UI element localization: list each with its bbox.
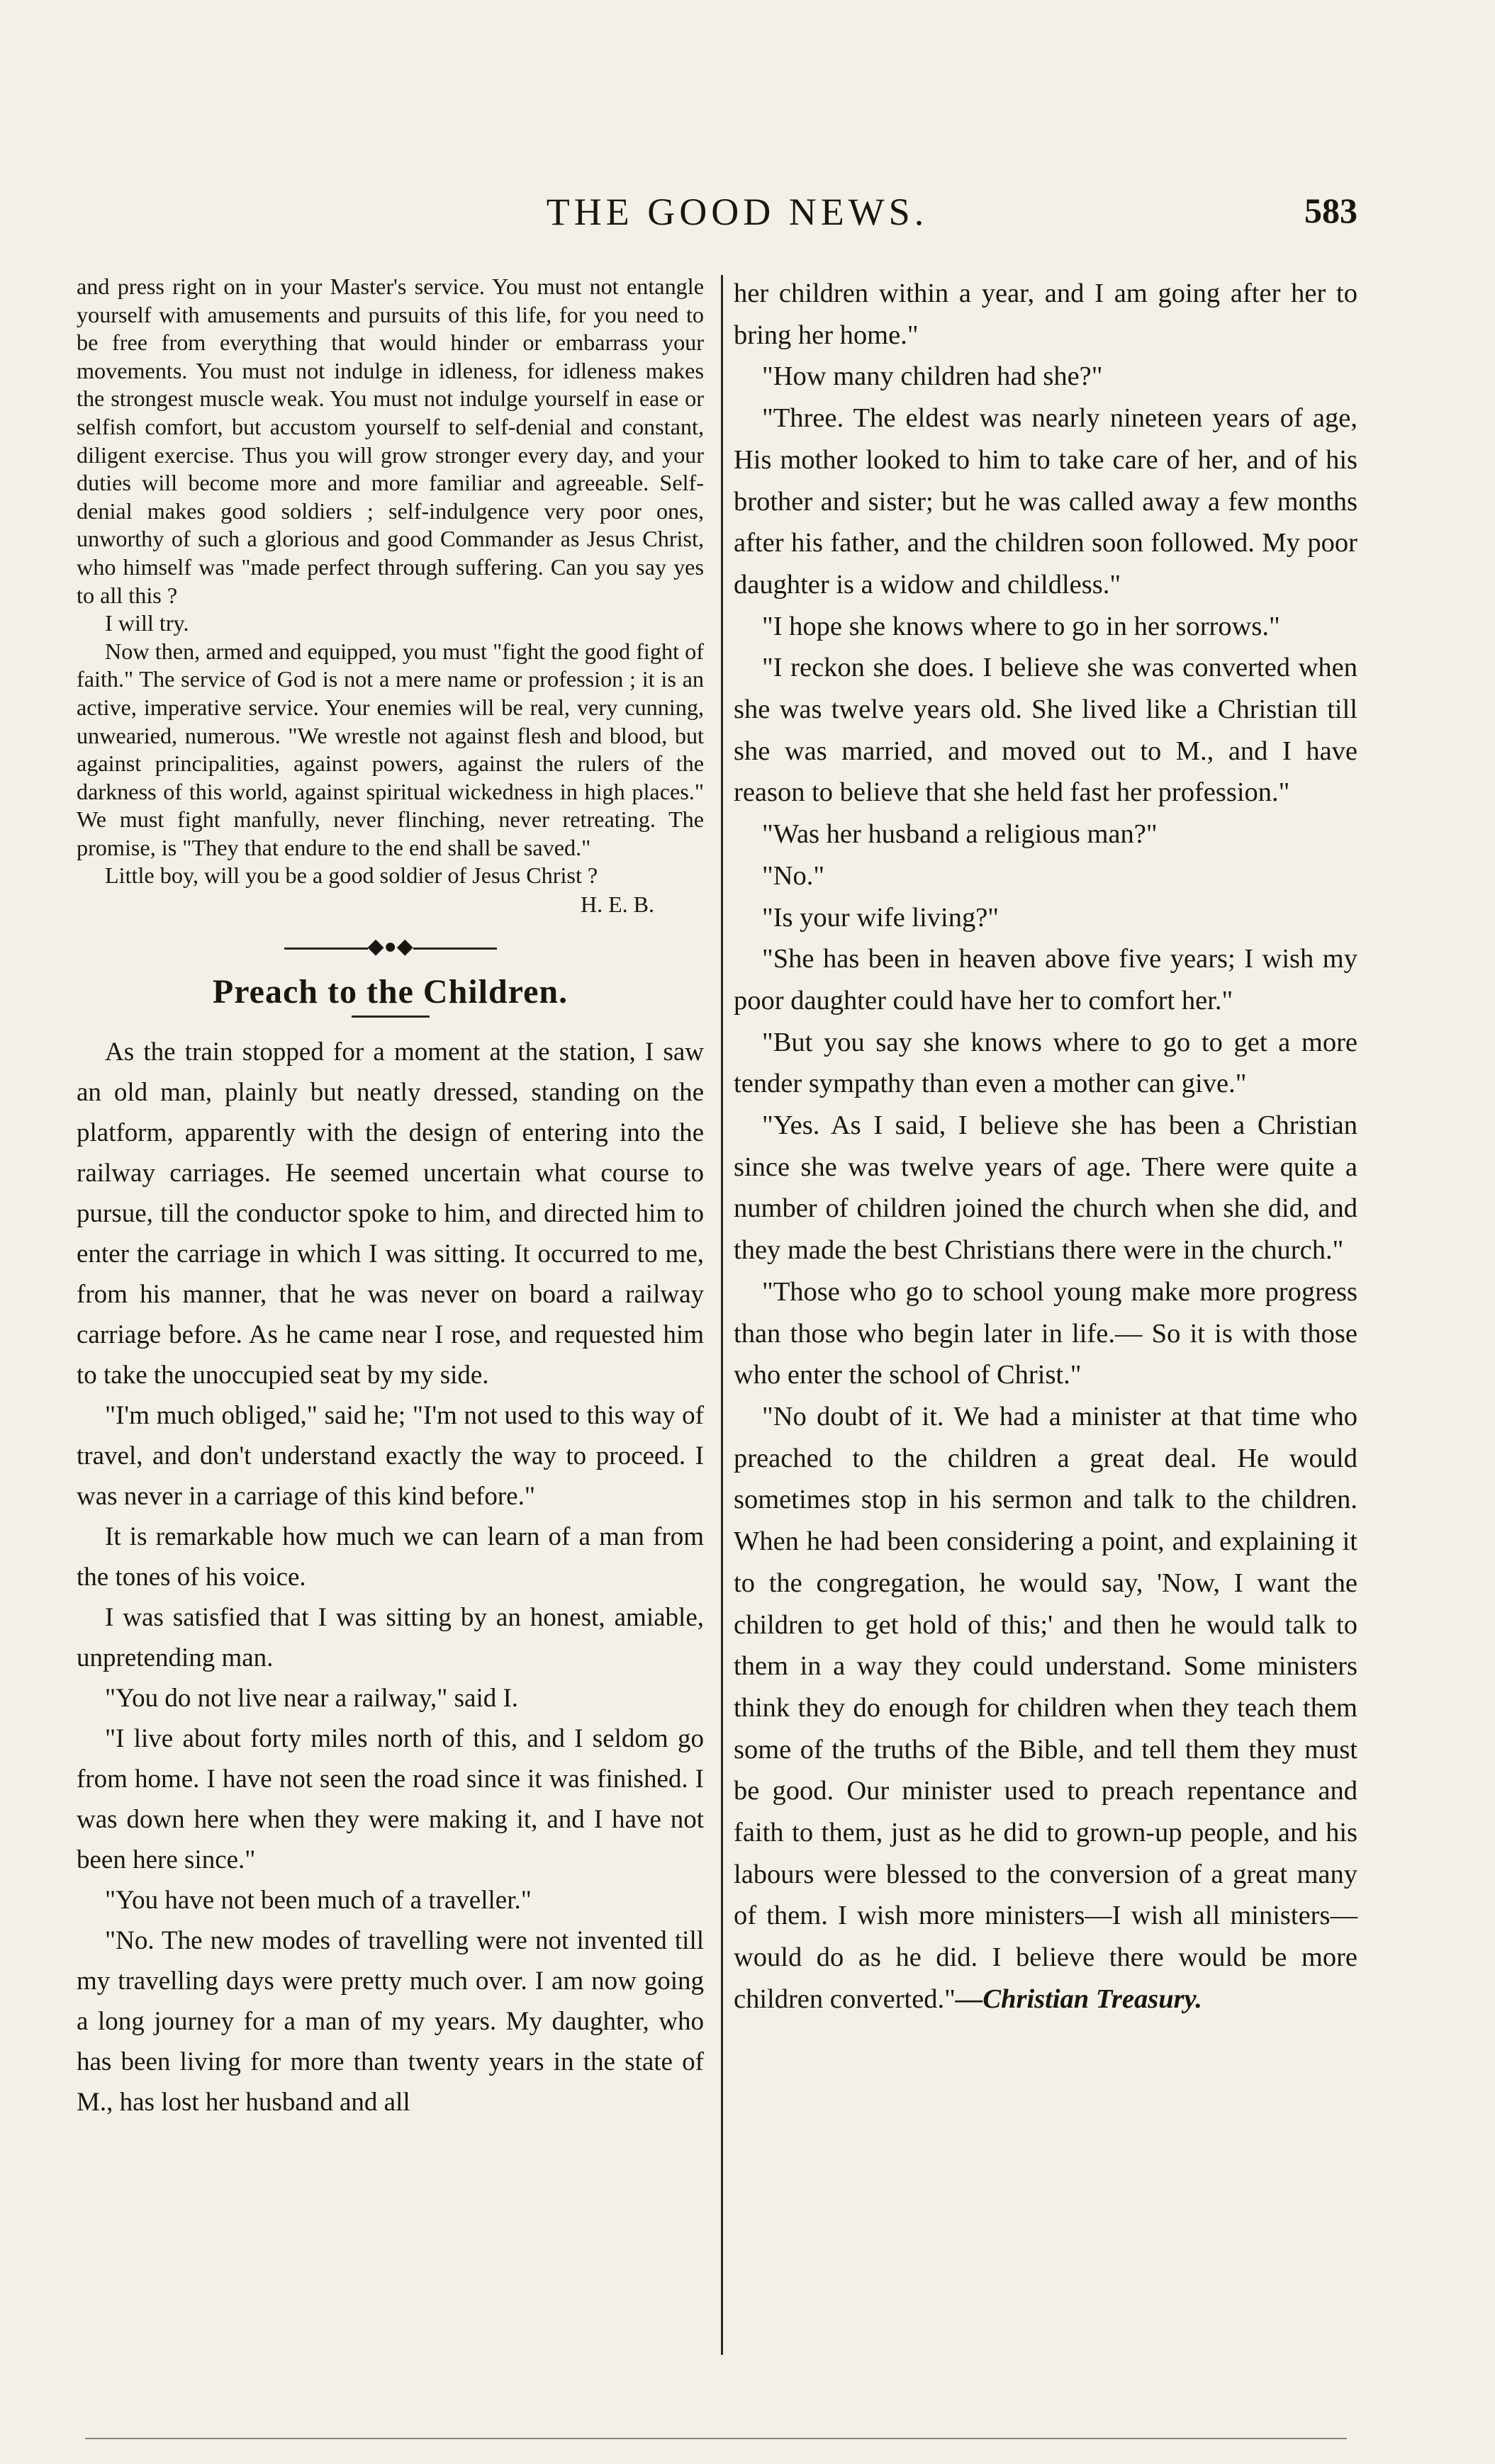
- paragraph: "You do not live near a railway," said I.: [105, 1684, 519, 1714]
- right-column: [734, 273, 1357, 2020]
- running-head: [0, 190, 1495, 240]
- ornament-rule-left: [284, 947, 368, 950]
- paragraph: As the train stopped for a moment at the station, I saw an old man, plainly but neatly dressed, standing on the platform, apparently with the design of entering into the railway carriages. He seemed uncertain what course to pursue, till the conductor spoke to him, and directed him to enter the carriage in which I was sitting. It occurred to me, from his manner, that he was never on board a railway carriage before. As he came near I rose, and requested him to take the unoccupied seat by my side.: [77, 1037, 704, 1390]
- paragraph: It is remarkable how much we can learn of a man from the tones of his voice.: [77, 1522, 704, 1592]
- footer-rule: [85, 2438, 1347, 2439]
- paragraph: "No.": [762, 860, 825, 891]
- paragraph: her children within a year, and I am going after her to bring her home.": [734, 279, 1357, 350]
- paragraph: "How many children had she?": [762, 361, 1103, 392]
- paragraph: Now then, armed and equipped, you must "fight the good fight of faith." The service of God is not a mere name or profession ; it is an active, imperative service. Your enemies will be real, very cunning, unwearied, numerous. "We wrestle not against flesh and blood, but against principalities, against powers, against the rulers of the darkness of this world, against spiritual wickedness in high places." We must fight manfully, never flinching, never retreating. The promise, is "They that endure to the end shall be saved.": [77, 638, 704, 860]
- source-credit: —Christian Treasury.: [955, 1984, 1202, 2014]
- section-ornament: [284, 935, 497, 959]
- paragraph: "Was her husband a religious man?": [762, 819, 1158, 850]
- article-title: Preach to the Children.: [212, 973, 569, 1011]
- paragraph: and press right on in your Master's service. You must not entangle yourself with amusements and pursuits of this life, for you need to be free from everything that would hinder or embarrass your movements. You must not indulge in idleness, for idleness makes the strongest muscle weak. You must not indulge yourself in ease or selfish comfort, but accustom yourself to self-denial and constant, diligent exercise. Thus you will grow stronger every day, and your duties will become more and more familiar and agreeable. Self-denial makes good soldiers ; self-indulgence very poor ones, unworthy of such a glorious and good Commander as Jesus Christ, who himself was "made perfect through suffering. Can you say yes to all this ?: [77, 274, 704, 608]
- paragraph-with-credit: [734, 1396, 1357, 2020]
- paragraph: "You have not been much of a traveller.": [105, 1886, 532, 1915]
- paragraph: "But you say she knows where to go to get a more tender sympathy than even a mother can give.": [734, 1027, 1357, 1099]
- paragraph: "I'm much obliged," said he; "I'm not used to this way of travel, and don't understand exactly the way to proceed. I was never in a carriage of this kind before.": [77, 1401, 704, 1512]
- paragraph: "I reckon she does. I believe she was converted when she was twelve years old. She lived like a Christian till she was married, and moved out to M., and I have reason to believe that she held fast her profession.": [734, 653, 1357, 808]
- page-number: 583: [1304, 191, 1357, 230]
- paragraph: "Is your wife living?": [762, 902, 1000, 933]
- page-title: THE GOOD NEWS.: [546, 191, 929, 233]
- paragraph: I will try.: [105, 610, 189, 636]
- ornament-rule-right: [413, 947, 497, 950]
- column-divider: [721, 275, 723, 2355]
- title-rule: [352, 1016, 430, 1018]
- paragraph-text: "No doubt of it. We had a minister at that time who preached to the children a great deal. He would sometimes stop in his sermon and talk to the children. When he had been considering a point, and explaining it to the congregation, he would say, 'Now, I want the children to get hold of this;' and then he would talk to them in a way they could understand. Some ministers think they do enough for children when they teach them some of the truths of the Bible, and tell them they must be good. Our minister used to preach repentance and faith to them, just as he did to grown-up people, and his labours were blessed to the conversion of a great many of them. I wish more ministers—I wish all ministers—would do as he did. I believe there would be more children converted.": [734, 1401, 1357, 2014]
- paragraph: "She has been in heaven above five years; I wish my poor daughter could have her to comfort her.": [734, 944, 1357, 1016]
- paragraph: I was satisfied that I was sitting by an honest, amiable, unpretending man.: [77, 1603, 704, 1673]
- paragraph: "Yes. As I said, I believe she has been a Christian since she was twelve years of age. There were quite a number of children joined the church when she did, and they made the best Christians there were in the church.": [734, 1110, 1357, 1266]
- paragraph: "No. The new modes of travelling were not invented till my travelling days were pretty much over. I am now going a long journey for a man of my years. My daughter, who has been living for more than twenty years in the state of M., has lost her husband and all: [77, 1926, 704, 2117]
- paragraph: "I hope she knows where to go in her sorrows.": [762, 611, 1280, 641]
- paragraph: "Three. The eldest was nearly nineteen years of age, His mother looked to him to take care of her, and of his brother and sister; but he was called away a few months after his father, and the children soon followed. My poor daughter is a widow and childless.": [734, 403, 1357, 600]
- paragraph: "I live about forty miles north of this, and I seldom go from home. I have not seen the road since it was finished. I was down here when they were making it, and I have not been here since.": [77, 1724, 704, 1875]
- paragraph: Little boy, will you be a good soldier of Jesus Christ ?: [105, 862, 598, 889]
- ornament-glyph: ◆●◆: [367, 935, 413, 959]
- author-signature: H. E. B.: [581, 891, 654, 918]
- left-column: [77, 273, 704, 2122]
- paragraph: "Those who go to school young make more progress than those who begin later in life.— So it is with those who enter the school of Christ.": [734, 1276, 1357, 1390]
